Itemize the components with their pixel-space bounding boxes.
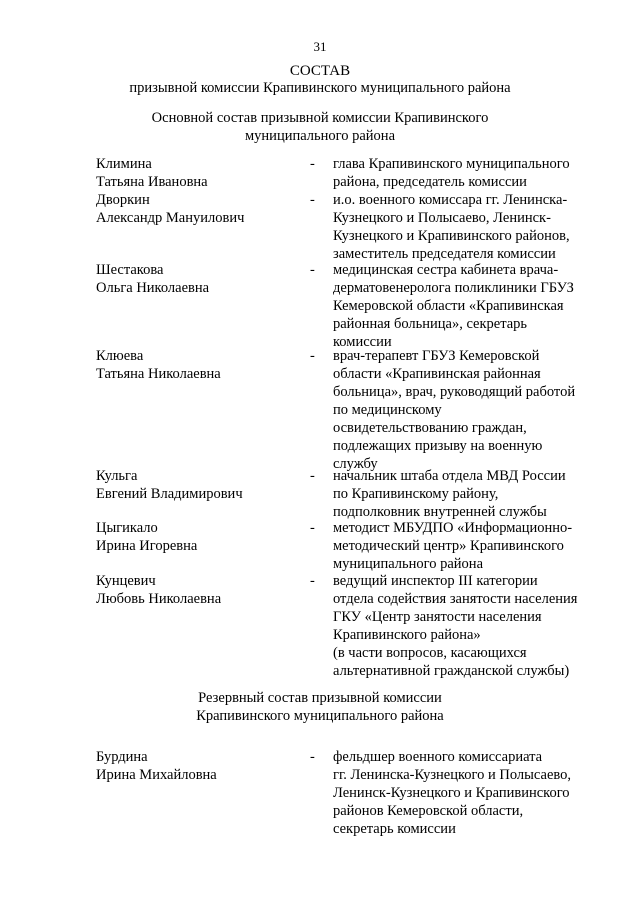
- role-line: Крапивинского района»: [333, 627, 481, 643]
- heading-line: Крапивинского муниципального района: [196, 708, 444, 724]
- role-line: района, председатель комиссии: [333, 174, 527, 190]
- separator-dash: -: [310, 468, 315, 484]
- role-line: подлежащих призыву на военную: [333, 438, 543, 454]
- document-subtitle: призывной комиссии Крапивинского муниципального района: [129, 80, 511, 96]
- given-names: Ирина Игоревна: [96, 538, 198, 554]
- role-line: секретарь комиссии: [333, 821, 456, 837]
- role-line: подполковник внутренней службы: [333, 504, 547, 520]
- role-line: гг. Ленинска-Кузнецкого и Полысаево,: [333, 767, 572, 783]
- role-line: отдела содействия занятости населения: [333, 591, 578, 607]
- surname: Кульга: [96, 468, 138, 484]
- given-names: Евгений Владимирович: [96, 486, 243, 502]
- role-line: глава Крапивинского муниципального: [333, 156, 570, 172]
- role-line: фельдшер военного комиссариата: [333, 749, 543, 765]
- role-line: Кемеровской области «Крапивинская: [333, 298, 564, 314]
- member-name: [96, 191, 306, 227]
- member-role: [333, 519, 623, 573]
- separator-dash: -: [310, 192, 315, 208]
- given-names: Татьяна Николаевна: [96, 366, 221, 382]
- role-line: районов Кемеровской области,: [333, 803, 524, 819]
- role-line: ГКУ «Центр занятости населения: [333, 609, 542, 625]
- member-role: [333, 748, 623, 838]
- role-line: больница», врач, руководящий работой: [333, 384, 576, 400]
- separator-dash: -: [310, 520, 315, 536]
- member-role: [333, 572, 623, 680]
- member-role: [333, 191, 623, 263]
- surname: Бурдина: [96, 749, 148, 765]
- member-role: [333, 155, 623, 191]
- separator-dash: -: [310, 156, 315, 172]
- member-name: [96, 347, 306, 383]
- member-role: [333, 347, 623, 473]
- member-name: [96, 519, 306, 555]
- role-line: по медицинскому: [333, 402, 442, 418]
- member-name: [96, 748, 306, 784]
- surname: Клюева: [96, 348, 144, 364]
- heading-line: Резервный состав призывной комиссии: [198, 690, 442, 706]
- role-line: (в части вопросов, касающихся: [333, 645, 527, 661]
- role-line: муниципального района: [333, 556, 483, 572]
- role-line: медицинская сестра кабинета врача-: [333, 262, 559, 278]
- given-names: Любовь Николаевна: [96, 591, 222, 607]
- role-line: Кузнецкого и Крапивинского районов,: [333, 228, 570, 244]
- main-section-heading: [0, 109, 640, 145]
- role-line: заместитель председателя комиссии: [333, 246, 556, 262]
- role-line: по Крапивинскому району,: [333, 486, 499, 502]
- role-line: и.о. военного комиссара гг. Ленинска-: [333, 192, 568, 208]
- surname: Дворкин: [96, 192, 150, 208]
- role-line: области «Крапивинская районная: [333, 366, 541, 382]
- role-line: службу: [333, 456, 378, 472]
- surname: Цыгикало: [96, 520, 158, 536]
- role-line: освидетельствованию граждан,: [333, 420, 527, 436]
- role-line: комиссии: [333, 334, 392, 350]
- separator-dash: -: [310, 749, 315, 765]
- role-line: дерматовенеролога поликлиники ГБУЗ: [333, 280, 574, 296]
- member-name: [96, 155, 306, 191]
- surname: Климина: [96, 156, 152, 172]
- member-role: [333, 261, 623, 351]
- role-line: методист МБУДПО «Информационно-: [333, 520, 573, 536]
- role-line: альтернативной гражданской службы): [333, 663, 570, 679]
- heading-line: Основной состав призывной комиссии Крапивинского: [151, 110, 489, 126]
- member-name: [96, 467, 306, 503]
- role-line: начальник штаба отдела МВД России: [333, 468, 566, 484]
- role-line: врач-терапевт ГБУЗ Кемеровской: [333, 348, 540, 364]
- given-names: Ольга Николаевна: [96, 280, 210, 296]
- role-line: районная больница», секретарь: [333, 316, 528, 332]
- page-number: 31: [313, 39, 327, 54]
- separator-dash: -: [310, 573, 315, 589]
- role-line: Кузнецкого и Полысаево, Ленинск-: [333, 210, 551, 226]
- role-line: методический центр» Крапивинского: [333, 538, 564, 554]
- member-role: [333, 467, 623, 521]
- role-line: ведущий инспектор III категории: [333, 573, 538, 589]
- separator-dash: -: [310, 262, 315, 278]
- given-names: Ирина Михайловна: [96, 767, 217, 783]
- surname: Кунцевич: [96, 573, 156, 589]
- heading-line: муниципального района: [245, 128, 395, 144]
- member-name: [96, 572, 306, 608]
- given-names: Александр Мануилович: [96, 210, 245, 226]
- document-title: СОСТАВ: [289, 63, 351, 79]
- reserve-section-heading: [0, 689, 640, 725]
- member-name: [96, 261, 306, 297]
- separator-dash: -: [310, 348, 315, 364]
- role-line: Ленинск-Кузнецкого и Крапивинского: [333, 785, 570, 801]
- surname: Шестакова: [96, 262, 164, 278]
- given-names: Татьяна Ивановна: [96, 174, 208, 190]
